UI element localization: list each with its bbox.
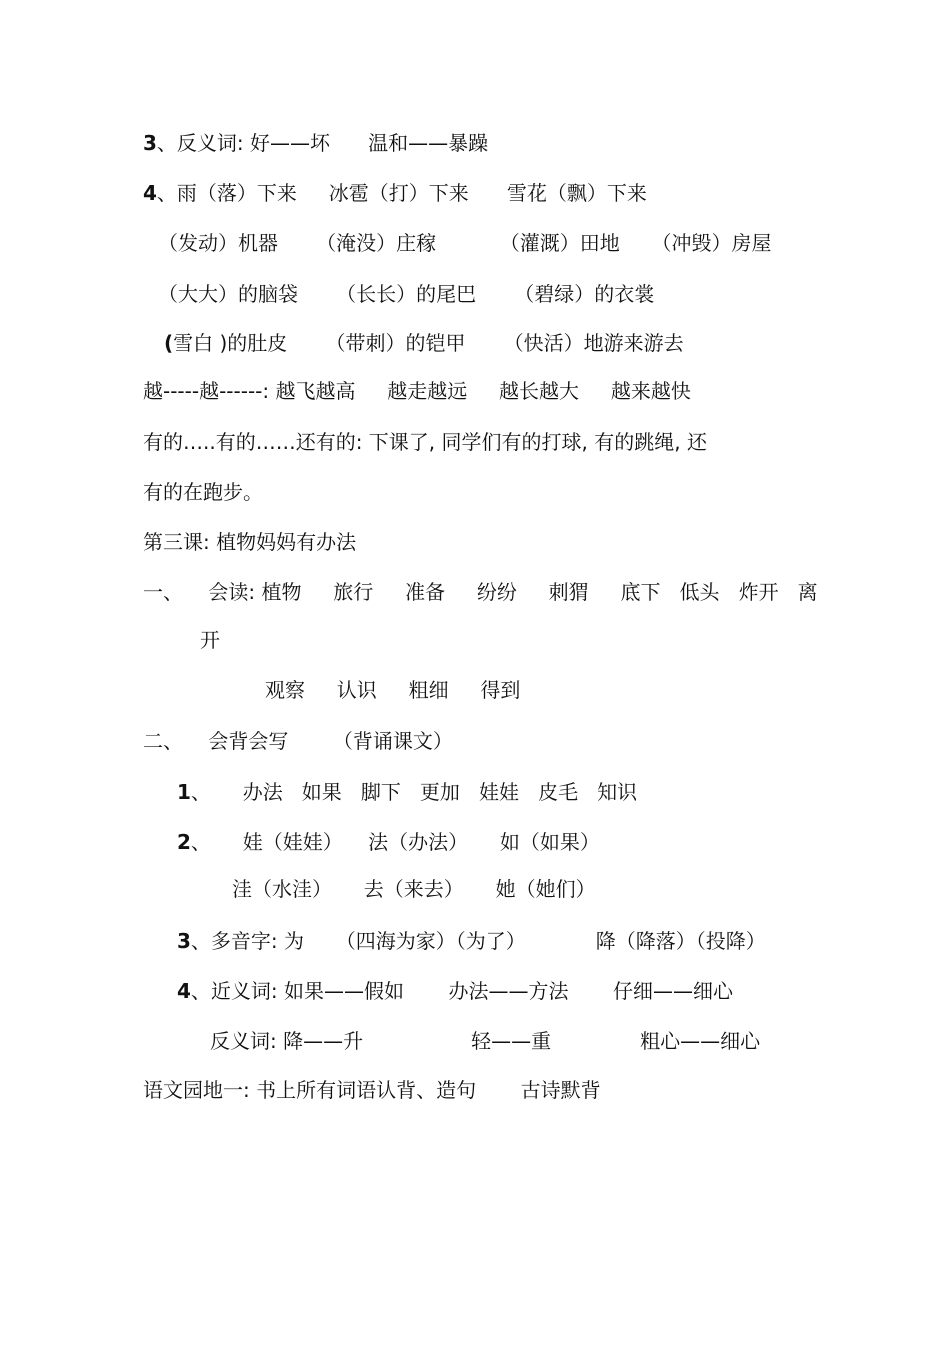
text-line: 2、 娃（娃娃） 法（办法） 如（如果） <box>177 830 600 854</box>
section-heading: 第三课: 植物妈妈有办法 <box>143 530 357 554</box>
text-line: 越-----越------: 越飞越高 越走越远 越长越大 越来越快 <box>143 379 691 403</box>
text-line: (雪白 )的肚皮 （带刺）的铠甲 （快活）地游来游去 <box>164 331 684 355</box>
text-line: 观察 认识 粗细 得到 <box>265 678 521 702</box>
text-line: （大大）的脑袋 （长长）的尾巴 （碧绿）的衣裳 <box>158 282 655 306</box>
text-line: （发动）机器 （淹没）庄稼 （灌溉）田地 （冲毁）房屋 <box>158 231 772 255</box>
text-line: 开 <box>200 628 220 652</box>
text-line: 4、雨（落）下来 冰雹（打）下来 雪花（飘）下来 <box>143 181 647 205</box>
text-line: 语文园地一: 书上所有词语认背、造句 古诗默背 <box>143 1078 601 1102</box>
text-line: 3、多音字: 为 （四海为家）（为了） 降（降落）（投降） <box>177 929 766 953</box>
text-line: 有的在跑步。 <box>143 480 263 504</box>
text-line: 3、反义词: 好——坏 温和——暴躁 <box>143 131 489 155</box>
text-line: 洼（水洼） 去（来去） 她（她们） <box>232 877 596 901</box>
text-line: 有的…..有的……还有的: 下课了, 同学们有的打球, 有的跳绳, 还 <box>143 430 707 454</box>
text-line: 反义词: 降——升 轻——重 粗心——细心 <box>210 1029 761 1053</box>
text-line: 一、 会读: 植物 旅行 准备 纷纷 刺猬 底下 低头 炸开 离 <box>143 580 818 604</box>
text-line: 二、 会背会写 （背诵课文） <box>143 729 453 753</box>
text-line: 4、近义词: 如果——假如 办法——方法 仔细——细心 <box>177 979 734 1003</box>
text-line: 1、 办法 如果 脚下 更加 娃娃 皮毛 知识 <box>177 780 638 804</box>
